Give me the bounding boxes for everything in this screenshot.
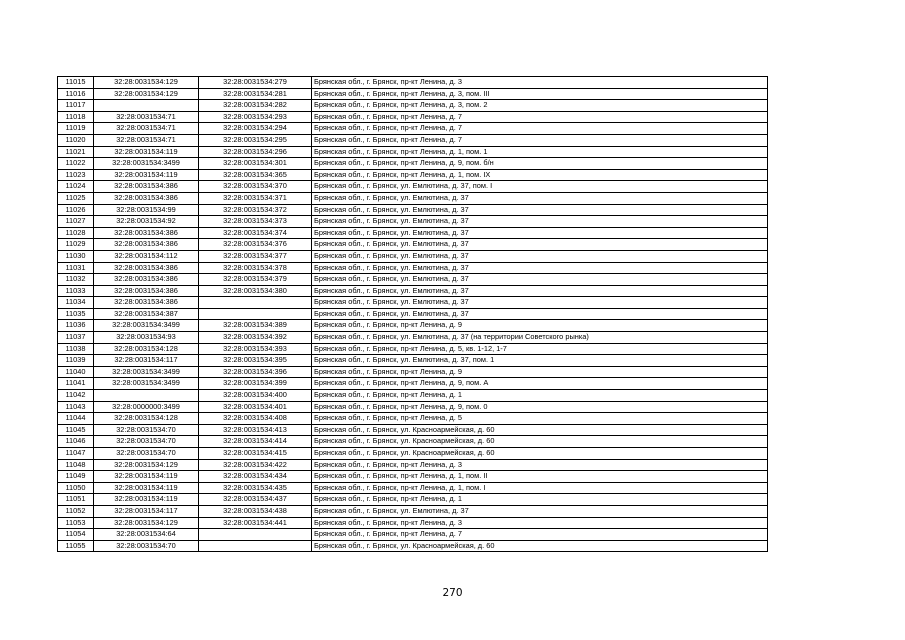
row-number-cell: 11040	[58, 366, 94, 378]
address-cell: Брянская обл., г. Брянск, ул. Емлютина, д. 37	[312, 227, 768, 239]
row-number-cell: 11031	[58, 262, 94, 274]
object-cadastral-cell: 32:28:0031534:441	[199, 517, 312, 529]
table-row	[58, 459, 768, 471]
table-row	[58, 297, 768, 309]
object-cadastral-cell: 32:28:0031534:282	[199, 100, 312, 112]
address-cell: Брянская обл., г. Брянск, ул. Емлютина, д. 37	[312, 262, 768, 274]
table-row	[58, 285, 768, 297]
parent-cadastral-cell: 32:28:0031534:71	[94, 134, 199, 146]
address-cell: Брянская обл., г. Брянск, пр-кт Ленина, д. 3, пом. III	[312, 88, 768, 100]
row-number-cell: 11038	[58, 343, 94, 355]
table-row	[58, 517, 768, 529]
object-cadastral-cell: 32:28:0031534:392	[199, 332, 312, 344]
address-cell: Брянская обл., г. Брянск, ул. Емлютина, д. 37	[312, 250, 768, 262]
address-cell: Брянская обл., г. Брянск, ул. Емлютина, д. 37	[312, 192, 768, 204]
object-cadastral-cell: 32:28:0031534:295	[199, 134, 312, 146]
parent-cadastral-cell: 32:28:0031534:70	[94, 540, 199, 552]
parent-cadastral-cell: 32:28:0031534:386	[94, 227, 199, 239]
parent-cadastral-cell: 32:28:0031534:129	[94, 77, 199, 89]
address-cell: Брянская обл., г. Брянск, пр-кт Ленина, д. 7	[312, 123, 768, 135]
registry-table	[57, 76, 768, 552]
object-cadastral-cell	[199, 308, 312, 320]
object-cadastral-cell: 32:28:0031534:281	[199, 88, 312, 100]
address-cell: Брянская обл., г. Брянск, пр-кт Ленина, д. 3	[312, 459, 768, 471]
parent-cadastral-cell: 32:28:0031534:386	[94, 297, 199, 309]
row-number-cell: 11026	[58, 204, 94, 216]
address-cell: Брянская обл., г. Брянск, пр-кт Ленина, д. 3, пом. 2	[312, 100, 768, 112]
address-cell: Брянская обл., г. Брянск, ул. Емлютина, д. 37, пом. 1	[312, 355, 768, 367]
table-row	[58, 204, 768, 216]
object-cadastral-cell: 32:28:0031534:393	[199, 343, 312, 355]
parent-cadastral-cell: 32:28:0031534:386	[94, 274, 199, 286]
object-cadastral-cell	[199, 297, 312, 309]
row-number-cell: 11046	[58, 436, 94, 448]
row-number-cell: 11017	[58, 100, 94, 112]
object-cadastral-cell: 32:28:0031534:435	[199, 482, 312, 494]
parent-cadastral-cell: 32:28:0031534:386	[94, 181, 199, 193]
object-cadastral-cell: 32:28:0031534:377	[199, 250, 312, 262]
row-number-cell: 11051	[58, 494, 94, 506]
parent-cadastral-cell: 32:28:0031534:99	[94, 204, 199, 216]
object-cadastral-cell: 32:28:0031534:400	[199, 390, 312, 402]
address-cell: Брянская обл., г. Брянск, пр-кт Ленина, д. 9, пом. А	[312, 378, 768, 390]
address-cell: Брянская обл., г. Брянск, пр-кт Ленина, д. 3	[312, 77, 768, 89]
parent-cadastral-cell: 32:28:0031534:71	[94, 123, 199, 135]
address-cell: Брянская обл., г. Брянск, ул. Емлютина, д. 37	[312, 505, 768, 517]
table-row	[58, 262, 768, 274]
address-cell: Брянская обл., г. Брянск, ул. Емлютина, д. 37	[312, 204, 768, 216]
object-cadastral-cell: 32:28:0031534:422	[199, 459, 312, 471]
row-number-cell: 11032	[58, 274, 94, 286]
page-number: 270	[442, 587, 463, 599]
address-cell: Брянская обл., г. Брянск, пр-кт Ленина, д. 5, кв. 1-12, 1-7	[312, 343, 768, 355]
row-number-cell: 11034	[58, 297, 94, 309]
object-cadastral-cell: 32:28:0031534:279	[199, 77, 312, 89]
address-cell: Брянская обл., г. Брянск, ул. Емлютина, д. 37, пом. I	[312, 181, 768, 193]
row-number-cell: 11042	[58, 390, 94, 402]
row-number-cell: 11028	[58, 227, 94, 239]
table-row	[58, 448, 768, 460]
address-cell: Брянская обл., г. Брянск, ул. Емлютина, д. 37	[312, 274, 768, 286]
table-row	[58, 390, 768, 402]
row-number-cell: 11048	[58, 459, 94, 471]
address-cell: Брянская обл., г. Брянск, ул. Красноармейская, д. 60	[312, 448, 768, 460]
parent-cadastral-cell: 32:28:0031534:119	[94, 494, 199, 506]
parent-cadastral-cell: 32:28:0031534:70	[94, 436, 199, 448]
table-row	[58, 216, 768, 228]
address-cell: Брянская обл., г. Брянск, ул. Емлютина, д. 37	[312, 308, 768, 320]
row-number-cell: 11033	[58, 285, 94, 297]
object-cadastral-cell: 32:28:0031534:378	[199, 262, 312, 274]
table-row	[58, 158, 768, 170]
table-row	[58, 181, 768, 193]
row-number-cell: 11039	[58, 355, 94, 367]
address-cell: Брянская обл., г. Брянск, ул. Емлютина, д. 37	[312, 216, 768, 228]
parent-cadastral-cell: 32:28:0031534:112	[94, 250, 199, 262]
address-cell: Брянская обл., г. Брянск, пр-кт Ленина, д. 3	[312, 517, 768, 529]
address-cell: Брянская обл., г. Брянск, пр-кт Ленина, д. 1	[312, 390, 768, 402]
address-cell: Брянская обл., г. Брянск, ул. Красноармейская, д. 60	[312, 436, 768, 448]
row-number-cell: 11045	[58, 424, 94, 436]
row-number-cell: 11052	[58, 505, 94, 517]
table-row	[58, 77, 768, 89]
table-row	[58, 482, 768, 494]
table-row	[58, 332, 768, 344]
row-number-cell: 11024	[58, 181, 94, 193]
row-number-cell: 11015	[58, 77, 94, 89]
row-number-cell: 11018	[58, 111, 94, 123]
row-number-cell: 11019	[58, 123, 94, 135]
table-row	[58, 100, 768, 112]
parent-cadastral-cell: 32:28:0031534:119	[94, 482, 199, 494]
parent-cadastral-cell	[94, 390, 199, 402]
row-number-cell: 11027	[58, 216, 94, 228]
object-cadastral-cell: 32:28:0031534:371	[199, 192, 312, 204]
object-cadastral-cell: 32:28:0031534:413	[199, 424, 312, 436]
object-cadastral-cell: 32:28:0031534:396	[199, 366, 312, 378]
table-row	[58, 355, 768, 367]
address-cell: Брянская обл., г. Брянск, пр-кт Ленина, д. 9	[312, 366, 768, 378]
parent-cadastral-cell: 32:28:0031534:129	[94, 88, 199, 100]
object-cadastral-cell	[199, 540, 312, 552]
address-cell: Брянская обл., г. Брянск, пр-кт Ленина, д. 7	[312, 111, 768, 123]
parent-cadastral-cell: 32:28:0000000:3499	[94, 401, 199, 413]
parent-cadastral-cell: 32:28:0031534:70	[94, 424, 199, 436]
table-row	[58, 505, 768, 517]
object-cadastral-cell: 32:28:0031534:373	[199, 216, 312, 228]
registry-body	[58, 77, 768, 552]
row-number-cell: 11029	[58, 239, 94, 251]
object-cadastral-cell: 32:28:0031534:370	[199, 181, 312, 193]
row-number-cell: 11023	[58, 169, 94, 181]
object-cadastral-cell: 32:28:0031534:293	[199, 111, 312, 123]
address-cell: Брянская обл., г. Брянск, пр-кт Ленина, д. 1, пом. II	[312, 471, 768, 483]
address-cell: Брянская обл., г. Брянск, пр-кт Ленина, д. 1, пом. I	[312, 482, 768, 494]
row-number-cell: 11035	[58, 308, 94, 320]
row-number-cell: 11049	[58, 471, 94, 483]
row-number-cell: 11030	[58, 250, 94, 262]
object-cadastral-cell: 32:28:0031534:365	[199, 169, 312, 181]
parent-cadastral-cell: 32:28:0031534:64	[94, 529, 199, 541]
parent-cadastral-cell: 32:28:0031534:128	[94, 413, 199, 425]
address-cell: Брянская обл., г. Брянск, пр-кт Ленина, д. 1	[312, 494, 768, 506]
object-cadastral-cell: 32:28:0031534:438	[199, 505, 312, 517]
object-cadastral-cell: 32:28:0031534:399	[199, 378, 312, 390]
parent-cadastral-cell: 32:28:0031534:3499	[94, 158, 199, 170]
parent-cadastral-cell: 32:28:0031534:129	[94, 517, 199, 529]
object-cadastral-cell	[199, 529, 312, 541]
object-cadastral-cell: 32:28:0031534:437	[199, 494, 312, 506]
row-number-cell: 11054	[58, 529, 94, 541]
table-row	[58, 123, 768, 135]
row-number-cell: 11036	[58, 320, 94, 332]
table-row	[58, 436, 768, 448]
row-number-cell: 11022	[58, 158, 94, 170]
parent-cadastral-cell: 32:28:0031534:386	[94, 285, 199, 297]
object-cadastral-cell: 32:28:0031534:296	[199, 146, 312, 158]
address-cell: Брянская обл., г. Брянск, ул. Емлютина, д. 37	[312, 297, 768, 309]
object-cadastral-cell: 32:28:0031534:301	[199, 158, 312, 170]
table-row	[58, 401, 768, 413]
table-row	[58, 111, 768, 123]
parent-cadastral-cell: 32:28:0031534:119	[94, 146, 199, 158]
row-number-cell: 11043	[58, 401, 94, 413]
address-cell: Брянская обл., г. Брянск, ул. Емлютина, д. 37 (на территории Советского рынка)	[312, 332, 768, 344]
table-row	[58, 308, 768, 320]
table-row	[58, 540, 768, 552]
address-cell: Брянская обл., г. Брянск, пр-кт Ленина, д. 5	[312, 413, 768, 425]
row-number-cell: 11047	[58, 448, 94, 460]
address-cell: Брянская обл., г. Брянск, ул. Емлютина, д. 37	[312, 285, 768, 297]
parent-cadastral-cell: 32:28:0031534:386	[94, 192, 199, 204]
table-row	[58, 239, 768, 251]
parent-cadastral-cell: 32:28:0031534:92	[94, 216, 199, 228]
parent-cadastral-cell: 32:28:0031534:71	[94, 111, 199, 123]
table-row	[58, 494, 768, 506]
object-cadastral-cell: 32:28:0031534:380	[199, 285, 312, 297]
address-cell: Брянская обл., г. Брянск, пр-кт Ленина, д. 1, пом. IX	[312, 169, 768, 181]
row-number-cell: 11041	[58, 378, 94, 390]
table-row	[58, 88, 768, 100]
row-number-cell: 11053	[58, 517, 94, 529]
row-number-cell: 11037	[58, 332, 94, 344]
parent-cadastral-cell: 32:28:0031534:386	[94, 239, 199, 251]
table-row	[58, 529, 768, 541]
table-row	[58, 169, 768, 181]
row-number-cell: 11025	[58, 192, 94, 204]
table-row	[58, 413, 768, 425]
table-row	[58, 378, 768, 390]
object-cadastral-cell: 32:28:0031534:372	[199, 204, 312, 216]
parent-cadastral-cell	[94, 100, 199, 112]
table-row	[58, 366, 768, 378]
object-cadastral-cell: 32:28:0031534:408	[199, 413, 312, 425]
row-number-cell: 11050	[58, 482, 94, 494]
object-cadastral-cell: 32:28:0031534:389	[199, 320, 312, 332]
row-number-cell: 11044	[58, 413, 94, 425]
parent-cadastral-cell: 32:28:0031534:119	[94, 169, 199, 181]
table-row	[58, 274, 768, 286]
row-number-cell: 11055	[58, 540, 94, 552]
table-row	[58, 134, 768, 146]
parent-cadastral-cell: 32:28:0031534:70	[94, 448, 199, 460]
parent-cadastral-cell: 32:28:0031534:117	[94, 505, 199, 517]
object-cadastral-cell: 32:28:0031534:415	[199, 448, 312, 460]
address-cell: Брянская обл., г. Брянск, ул. Красноармейская, д. 60	[312, 540, 768, 552]
row-number-cell: 11016	[58, 88, 94, 100]
parent-cadastral-cell: 32:28:0031534:117	[94, 355, 199, 367]
parent-cadastral-cell: 32:28:0031534:3499	[94, 320, 199, 332]
parent-cadastral-cell: 32:28:0031534:119	[94, 471, 199, 483]
address-cell: Брянская обл., г. Брянск, пр-кт Ленина, д. 7	[312, 529, 768, 541]
table-row	[58, 192, 768, 204]
address-cell: Брянская обл., г. Брянск, ул. Емлютина, д. 37	[312, 239, 768, 251]
table-row	[58, 424, 768, 436]
table-row	[58, 146, 768, 158]
object-cadastral-cell: 32:28:0031534:294	[199, 123, 312, 135]
object-cadastral-cell: 32:28:0031534:395	[199, 355, 312, 367]
object-cadastral-cell: 32:28:0031534:376	[199, 239, 312, 251]
parent-cadastral-cell: 32:28:0031534:387	[94, 308, 199, 320]
parent-cadastral-cell: 32:28:0031534:3499	[94, 366, 199, 378]
object-cadastral-cell: 32:28:0031534:374	[199, 227, 312, 239]
parent-cadastral-cell: 32:28:0031534:129	[94, 459, 199, 471]
address-cell: Брянская обл., г. Брянск, пр-кт Ленина, д. 1, пом. 1	[312, 146, 768, 158]
table-row	[58, 343, 768, 355]
address-cell: Брянская обл., г. Брянск, пр-кт Ленина, д. 9, пом. б/н	[312, 158, 768, 170]
table-row	[58, 227, 768, 239]
table-row	[58, 320, 768, 332]
address-cell: Брянская обл., г. Брянск, пр-кт Ленина, д. 9	[312, 320, 768, 332]
parent-cadastral-cell: 32:28:0031534:128	[94, 343, 199, 355]
object-cadastral-cell: 32:28:0031534:401	[199, 401, 312, 413]
row-number-cell: 11021	[58, 146, 94, 158]
table-row	[58, 471, 768, 483]
object-cadastral-cell: 32:28:0031534:414	[199, 436, 312, 448]
parent-cadastral-cell: 32:28:0031534:93	[94, 332, 199, 344]
address-cell: Брянская обл., г. Брянск, ул. Красноармейская, д. 60	[312, 424, 768, 436]
row-number-cell: 11020	[58, 134, 94, 146]
object-cadastral-cell: 32:28:0031534:434	[199, 471, 312, 483]
address-cell: Брянская обл., г. Брянск, пр-кт Ленина, д. 7	[312, 134, 768, 146]
object-cadastral-cell: 32:28:0031534:379	[199, 274, 312, 286]
parent-cadastral-cell: 32:28:0031534:386	[94, 262, 199, 274]
address-cell: Брянская обл., г. Брянск, пр-кт Ленина, д. 9, пом. 0	[312, 401, 768, 413]
parent-cadastral-cell: 32:28:0031534:3499	[94, 378, 199, 390]
table-row	[58, 250, 768, 262]
